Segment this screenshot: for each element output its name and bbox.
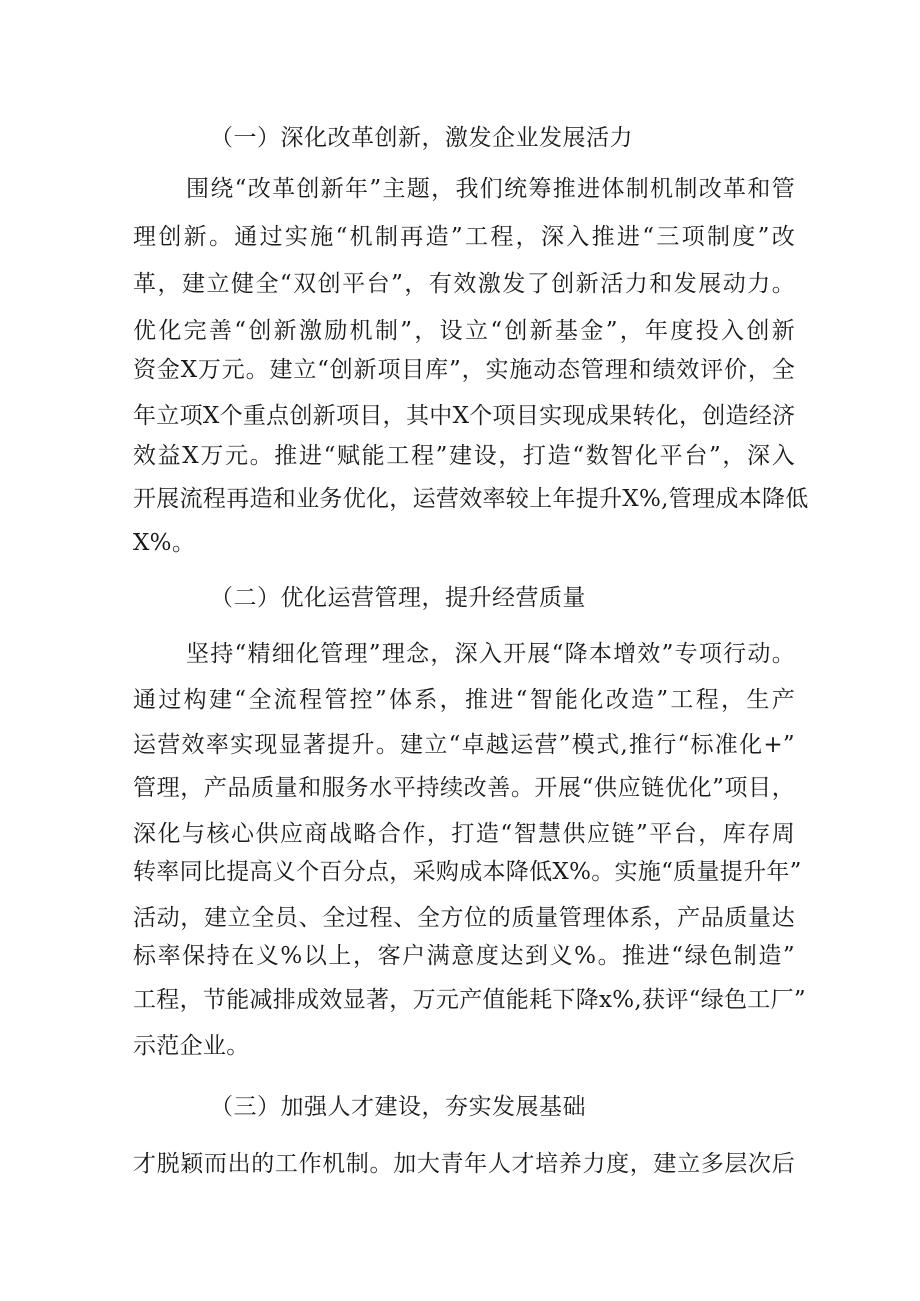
section-3-heading: （三）加强人才建设，夯实发展基础 — [210, 1094, 586, 1120]
section-2-line-6: 转率同比提高义个百分点，采购成本降低X%。实施“质量提升年” — [133, 859, 802, 885]
section-2-line-7: 活动，建立全员、全过程、全方位的质量管理体系，产品质量达 — [133, 905, 795, 931]
section-1-line-1: 围绕“改革创新年”主题，我们统筹推进体制机制改革和管 — [186, 176, 795, 202]
section-2-line-9: 工程，节能减排成效显著，万元产值能耗下降x%,获评“绿色工厂” — [133, 987, 806, 1013]
section-3-line-1: 才脱颖而出的工作机制。加大青年人才培养力度，建立多层次后 — [133, 1151, 795, 1177]
section-2-line-2: 通过构建“全流程管控”体系，推进“智能化改造”工程，生产 — [133, 687, 795, 713]
section-2-line-5: 深化与核心供应商战略合作，打造“智慧供应链”平台，库存周 — [133, 821, 795, 847]
section-2-line-1: 坚持“精细化管理”理念，深入开展“降本增效”专项行动。 — [186, 641, 795, 667]
section-2-line-4: 管理，产品质量和服务水平持续改善。开展“供应链优化”项目， — [133, 775, 795, 801]
section-1-line-3: 革，建立健全“双创平台”，有效激发了创新活力和发展动力。 — [133, 271, 795, 297]
section-1-line-7: 效益X万元。推进“赋能工程”建设，打造“数智化平台”，深入 — [133, 443, 795, 469]
section-1-line-8: 开展流程再造和业务优化，运营效率较上年提升X%,管理成本降低 — [133, 486, 809, 512]
section-2-line-3: 运营效率实现显著提升。建立“卓越运营”模式,推行“标准化+” — [133, 732, 795, 758]
section-1-line-2: 理创新。通过实施“机制再造”工程，深入推进“三项制度”改 — [133, 224, 795, 250]
section-1-line-5: 资金X万元。建立“创新项目库”，实施动态管理和绩效评价，全 — [133, 357, 795, 383]
section-2-heading: （二）优化运营管理，提升经营质量 — [210, 585, 586, 611]
section-1-line-9: X%。 — [133, 530, 196, 556]
section-2-line-8: 标率保持在义%以上，客户满意度达到义%。推进“绿色制造” — [133, 943, 795, 969]
section-2-line-10: 示范企业。 — [133, 1033, 250, 1059]
section-1-line-4: 优化完善“创新激励机制”，设立“创新基金”，年度投入创新 — [133, 318, 795, 344]
section-1-heading: （一）深化改革创新，激发企业发展活力 — [210, 125, 633, 151]
section-1-line-6: 年立项X个重点创新项目，其中X个项目实现成果转化，创造经济 — [133, 403, 796, 429]
